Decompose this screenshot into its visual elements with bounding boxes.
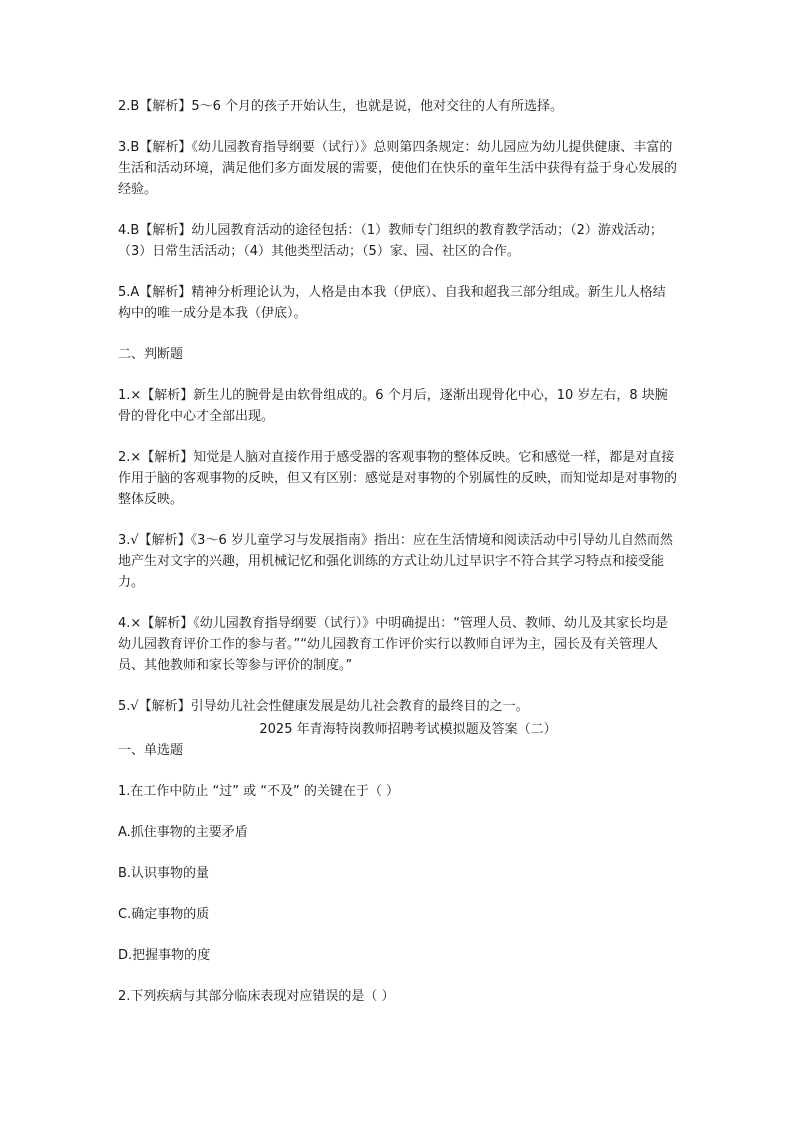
judgement-4-analysis: 4.×【解析】《幼儿园教育指导纲要（试行）》中明确提出：“管理人员、教师、幼儿及其家长均是幼儿园教育评价工作的参与者。”“幼儿园教育工作评价实行以教师自评为主，园长及有关管理人员、其他教师和家长等参与评价的制度。” <box>118 616 669 673</box>
answer-2-analysis: 2.B【解析】5～6 个月的孩子开始认生，也就是说，他对交往的人有所选择。 <box>118 99 563 114</box>
judgement-2-analysis: 2.×【解析】知觉是人脑对直接作用于感受器的客观事物的整体反映。它和感觉一样，都是对直接作用于脑的客观事物的反映，但又有区别：感觉是对事物的个别属性的反映，而知觉却是对事物的整体反映。 <box>118 450 678 507</box>
question-1-option-b: B.认识事物的量 <box>118 866 210 881</box>
question-1-option-d: D.把握事物的度 <box>118 948 211 963</box>
section-heading-single-choice: 一、单选题 <box>118 743 184 758</box>
judgement-3-analysis: 3.√【解析】《3～6 岁儿童学习与发展指南》指出：应在生活情境和阅读活动中引导幼儿自然而然地产生对文字的兴趣，用机械记忆和强化训练的方式让幼儿过早识字不符合其学习特点和接受能力。 <box>118 533 673 590</box>
judgement-5-analysis: 5.√【解析】引导幼儿社会性健康发展是幼儿社会教育的最终目的之一。 <box>118 699 529 714</box>
section-heading-judgement: 二、判断题 <box>118 347 184 362</box>
question-2-stem: 2.下列疾病与其部分临床表现对应错误的是（ ） <box>118 989 395 1004</box>
exam-title: 2025 年青海特岗教师招聘考试模拟题及答案（二） <box>259 722 557 737</box>
answer-4-analysis: 4.B【解析】幼儿园教育活动的途径包括：（1）教师专门组织的教育教学活动；（2）游戏活动；（3）日常生活活动；（4）其他类型活动；（5）家、园、社区的合作。 <box>118 223 663 259</box>
question-1-stem: 1.在工作中防止 “过” 或 “不及” 的关键在于（ ） <box>118 784 400 799</box>
answer-3-analysis: 3.B【解析】《幼儿园教育指导纲要（试行）》总则第四条规定：幼儿园应为幼儿提供健康、丰富的生活和活动环境，满足他们多方面发展的需要，使他们在快乐的童年生活中获得有益于身心发展的经验。 <box>118 140 678 197</box>
answer-5-analysis: 5.A【解析】精神分析理论认为，人格是由本我（伊底）、自我和超我三部分组成。新生儿人格结构中的唯一成分是本我（伊底）。 <box>118 285 666 321</box>
judgement-1-analysis: 1.×【解析】新生儿的腕骨是由软骨组成的。6 个月后，逐渐出现骨化中心，10 岁左右，8 块腕骨的骨化中心才全部出现。 <box>118 388 668 424</box>
document-page <box>118 96 678 1007</box>
question-1-option-c: C.确定事物的质 <box>118 907 210 922</box>
question-1-option-a: A.抓住事物的主要矛盾 <box>118 825 248 840</box>
